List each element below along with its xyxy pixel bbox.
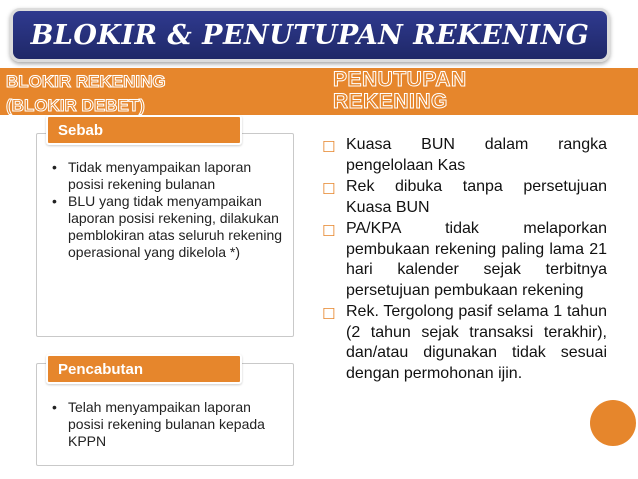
title-banner: [10, 8, 610, 62]
checkbox-bullet-icon: ☐: [322, 180, 336, 198]
list-item: [322, 177, 607, 218]
left-section-heading: [6, 70, 226, 118]
right-heading-line: PENUTUPAN: [333, 68, 467, 91]
slide-title: BLOKIR & PENUTUPAN REKENING: [30, 19, 590, 51]
right-heading-line: REKENING: [333, 90, 448, 113]
list-item: [322, 135, 607, 176]
list-item-text: Telah menyampaikan laporan posisi rekening bulanan kepada KPPN: [68, 399, 265, 449]
list-item: [52, 193, 288, 261]
pencabutan-label: Pencabutan: [46, 354, 242, 384]
checkbox-bullet-icon: ☐: [322, 305, 336, 323]
sebab-label: Sebab: [46, 115, 242, 145]
list-item-text: BLU yang tidak menyampaikan laporan posisi rekening, dilakukan pemblokiran atas seluruh rekening operasional yang dikelola *): [68, 193, 283, 260]
sebab-list: [52, 159, 288, 261]
list-item: [52, 399, 288, 450]
checkbox-bullet-icon: ☐: [322, 138, 336, 156]
bullet-icon: •: [52, 159, 57, 175]
bullet-icon: •: [52, 193, 57, 209]
list-item-text: Tidak menyampaikan laporan posisi rekening bulanan: [68, 159, 252, 192]
left-heading-line: BLOKIR REKENING: [6, 72, 166, 91]
pencabutan-list: [52, 399, 288, 450]
right-section-heading: [333, 69, 593, 113]
list-item: [322, 302, 607, 384]
decorative-circle: [590, 400, 636, 446]
bullet-icon: •: [52, 399, 57, 415]
list-item-text: Rek dibuka tanpa persetujuan Kuasa BUN: [346, 178, 607, 216]
list-item-text: Rek. Tergolong pasif selama 1 tahun (2 tahun sejak transaksi terakhir), dan/atau digunakan tidak sesuai dengan permohonan ijin.: [346, 303, 607, 382]
list-item-text: Kuasa BUN dalam rangka pengelolaan Kas: [346, 136, 607, 174]
penutupan-list: [322, 135, 607, 385]
list-item: [52, 159, 288, 193]
list-item: [322, 219, 607, 301]
checkbox-bullet-icon: ☐: [322, 222, 336, 240]
list-item-text: PA/KPA tidak melaporkan pembukaan rekening paling lama 21 hari kalender sejak terbitnya persetujuan pembukaan rekening: [346, 220, 607, 299]
left-heading-line: (BLOKIR DEBET): [6, 96, 145, 115]
